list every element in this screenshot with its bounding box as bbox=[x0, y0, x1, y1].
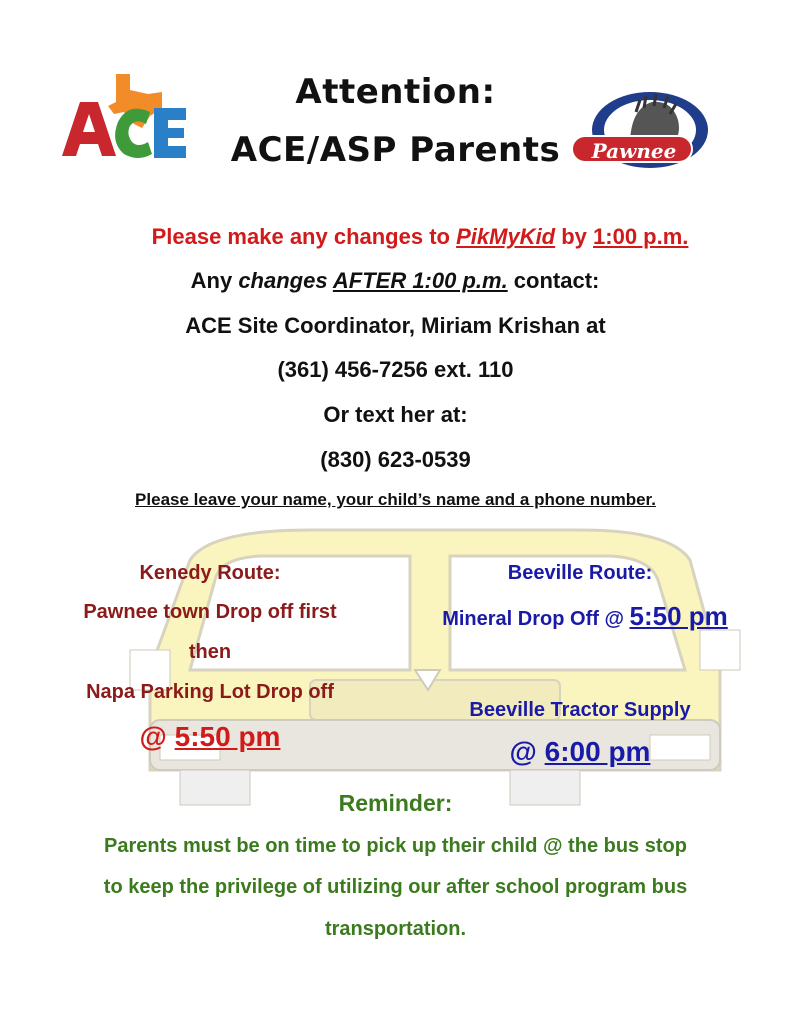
text-her-line: Or text her at: bbox=[323, 402, 468, 427]
coordinator-phone: (361) 456-7256 ext. 110 bbox=[277, 357, 514, 382]
kenedy-time bbox=[60, 721, 360, 753]
kenedy-route-heading: Kenedy Route: bbox=[139, 562, 281, 584]
title-line-1: Attention: bbox=[295, 72, 496, 112]
pikmykid-link: PikMyKid bbox=[456, 224, 556, 249]
notice-line-2-suffix: contact: bbox=[507, 268, 600, 293]
kenedy-line-3: Napa Parking Lot Drop off bbox=[86, 681, 334, 703]
notice-line-2-prefix: Any bbox=[190, 268, 239, 293]
beeville-mineral-time: 5:50 pm bbox=[629, 601, 728, 631]
notice-after-time: AFTER 1:00 p.m. bbox=[332, 268, 508, 293]
beeville-tractor-time bbox=[430, 736, 730, 768]
leave-info-line: Please leave your name, your child’s name and a phone number. bbox=[135, 490, 656, 509]
reminder-line-3: transportation. bbox=[324, 918, 467, 940]
notice-line-1-by: by bbox=[555, 224, 594, 249]
kenedy-line-2: then bbox=[188, 641, 232, 663]
reminder-line-2: to keep the privilege of utilizing our after school program bus bbox=[103, 876, 688, 898]
beeville-tractor-line: Beeville Tractor Supply bbox=[469, 699, 691, 721]
coordinator-line: ACE Site Coordinator, Miriam Krishan at bbox=[185, 313, 606, 338]
notice-line-1 bbox=[0, 224, 791, 250]
notice-line-2-changes: changes bbox=[238, 268, 333, 293]
beeville-tractor-time-value: 6:00 pm bbox=[544, 736, 651, 767]
kenedy-line-1: Pawnee town Drop off first bbox=[83, 601, 337, 623]
title-line-2: ACE/ASP Parents bbox=[230, 130, 561, 170]
notice-line-1-prefix: Please make any changes to bbox=[151, 224, 457, 249]
beeville-tractor-at: @ bbox=[509, 736, 545, 767]
reminder-heading: Reminder: bbox=[338, 790, 453, 816]
beeville-mineral-text: Mineral Drop Off @ bbox=[442, 608, 630, 630]
kenedy-time-value: 5:50 pm bbox=[174, 721, 281, 752]
beeville-mineral-line bbox=[405, 601, 765, 632]
reminder-line-1: Parents must be on time to pick up their child @ the bus stop bbox=[104, 835, 687, 857]
beeville-route-heading: Beeville Route: bbox=[507, 562, 653, 584]
kenedy-time-at: @ bbox=[139, 721, 175, 752]
pawnee-logo-text: Pawnee bbox=[591, 139, 677, 163]
notice-deadline: 1:00 p.m. bbox=[593, 224, 689, 249]
text-phone: (830) 623-0539 bbox=[320, 447, 471, 472]
notice-line-2 bbox=[0, 268, 790, 294]
